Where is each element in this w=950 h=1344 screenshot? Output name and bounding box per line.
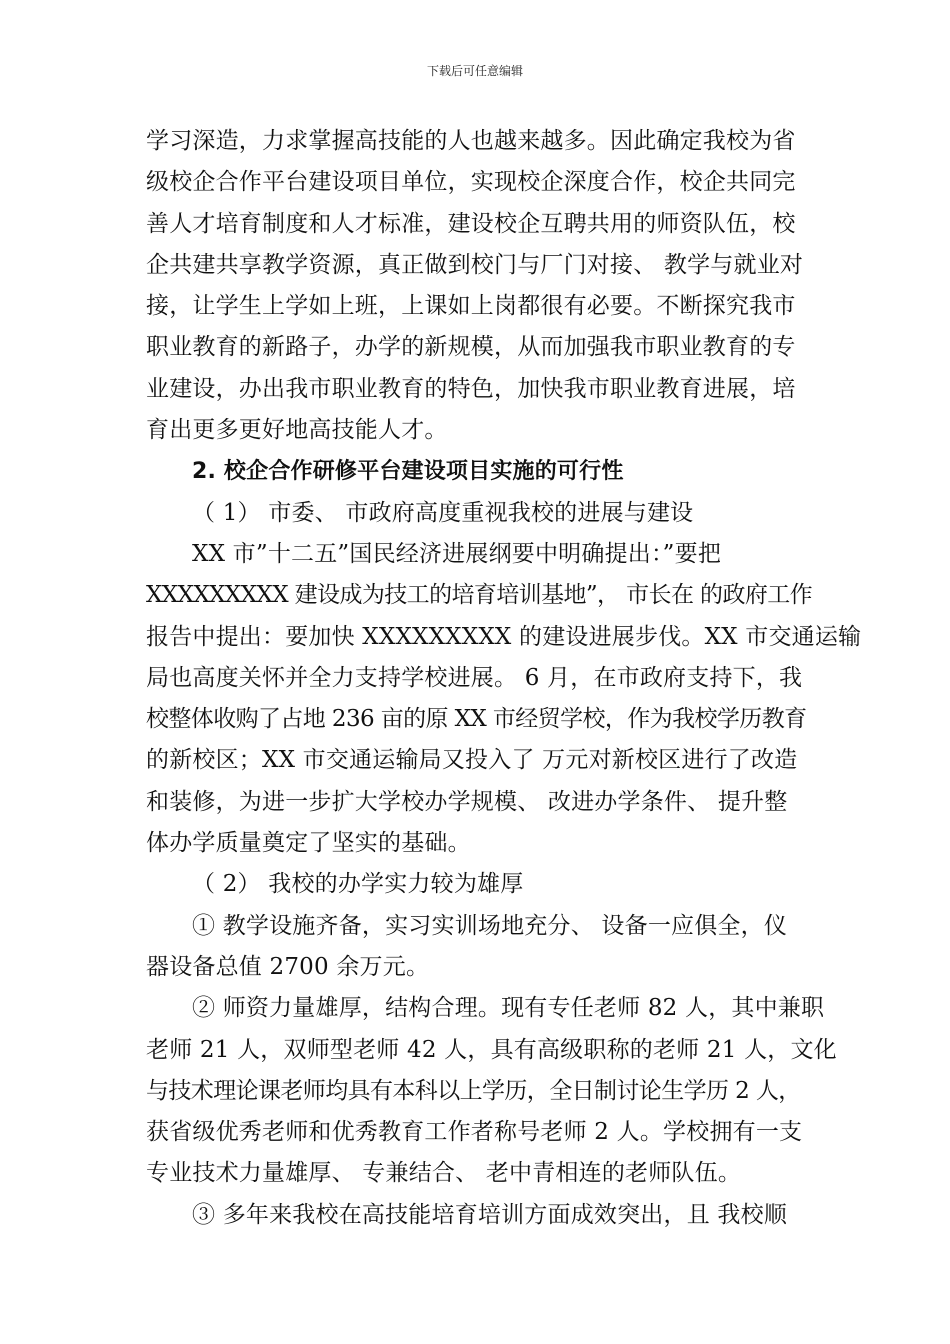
body-line: 体办学质量奠定了坚实的基础。 — [146, 830, 471, 857]
body-line: 业建设，办出我市职业教育的特色，加快我市职业教育进展，培 — [146, 375, 796, 402]
body-line: ② 师资力量雄厚，结构合理。现有专任老师 82 人，其中兼职 — [192, 995, 825, 1022]
document-body — [146, 121, 862, 1236]
body-line: 与技术理论课老师均具有本科以上学历，全日制讨论生学历 2 人， — [146, 1077, 801, 1104]
body-line: 级校企合作平台建设项目单位，实现校企深度合作，校企共同完 — [146, 169, 796, 196]
body-line: ① 教学设施齐备，实习实训场地充分、 设备一应俱全，仪 — [192, 912, 788, 939]
body-line: 的新校区；XX 市交通运输局又投入了 万元对新校区进行了改造 — [146, 747, 798, 774]
body-line: 育出更多更好地高技能人才。 — [146, 417, 448, 444]
body-line: 报告中提出：要加快 XXXXXXXXX 的建设进展步伐。XX 市交通运输 — [146, 623, 862, 650]
body-line: 局也高度关怀并全力支持学校进展。 6 月，在市政府支持下，我 — [146, 664, 803, 691]
body-line: XXXXXXXXX 建设成为技工的培育培训基地”， 市长在 的政府工作 — [146, 582, 813, 609]
section-heading: 2. 校企合作研修平台建设项目实施的可行性 — [192, 459, 624, 485]
body-line: 和装修，为进一步扩大学校办学规模、 改进办学条件、 提升整 — [146, 788, 788, 815]
body-line: 企共建共享教学资源，真正做到校门与厂门对接、 教学与就业对 — [146, 251, 804, 278]
body-line: 老师 21 人，双师型老师 42 人，具有高级职称的老师 21 人，文化 — [146, 1036, 837, 1063]
body-line: ③ 多年来我校在高技能培育培训方面成效突出，且 我校顺 — [192, 1201, 788, 1228]
header-note: 下载后可任意编辑 — [426, 64, 523, 78]
body-line: 校整体收购了占地 236 亩的原 XX 市经贸学校，作为我校学历教育 — [146, 706, 807, 733]
body-line: 职业教育的新路子，办学的新规模，从而加强我市职业教育的专 — [146, 334, 796, 361]
body-line: 专业技术力量雄厚、 专兼结合、 老中青相连的老师队伍。 — [146, 1160, 742, 1187]
subsection-heading: （ 1） 市委、 市政府高度重视我校的进展与建设 — [192, 499, 694, 526]
body-line: 善人才培育制度和人才标准，建设校企互聘共用的师资队伍，校 — [146, 210, 796, 237]
body-line: 接，让学生上学如上班，上课如上岗都很有必要。不断探究我市 — [146, 293, 796, 320]
body-line: XX 市”十二五”国民经济进展纲要中明确提出：”要把 — [192, 540, 722, 567]
body-line: 器设备总值 2700 余万元。 — [146, 953, 430, 980]
body-line: 学习深造，力求掌握高技能的人也越来越多。因此确定我校为省 — [146, 128, 796, 154]
body-line: 获省级优秀老师和优秀教育工作者称号老师 2 人。学校拥有一支 — [146, 1119, 803, 1146]
subsection-heading: （ 2） 我校的办学实力较为雄厚 — [192, 871, 524, 898]
